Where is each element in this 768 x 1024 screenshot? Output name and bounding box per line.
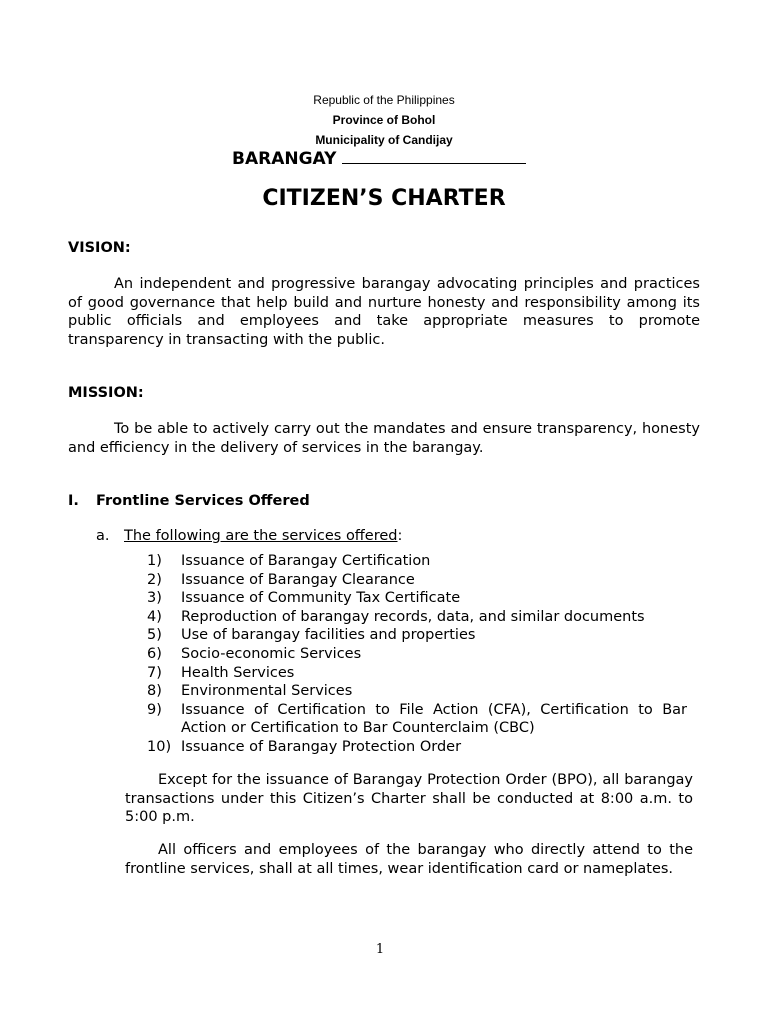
section-heading [68,492,310,510]
list-item-number: 8) [147,683,162,700]
barangay-name-blank [342,146,526,164]
list-item [147,645,687,664]
list-item-number: 2) [147,571,162,588]
list-item-number: 1) [147,553,162,569]
list-item [147,552,687,571]
list-item [147,608,687,627]
header-province: Province of Bohol [332,113,436,127]
list-item [147,626,687,645]
list-item-number: 5) [147,627,162,644]
list-item-number: 10) [147,738,172,755]
barangay-label: BARANGAY [232,149,337,169]
header-municipality: Municipality of Candijay [315,133,453,147]
list-item-number: 7) [147,664,162,681]
subsection-suffix: : [397,528,403,544]
office-hours-note: Except for the issuance of Barangay Protection Order (BPO), all barangay transactions under this Citizen’s Charter shall be conducted at 8:00 a.m. to 5:00 p.m. [125,772,693,825]
subsection-letter: a. [96,528,110,544]
identification-note: All officers and employees of the barangay who directly attend to the frontline services, shall at all times, wear identification card or nameplates. [125,842,693,877]
section-title: Frontline Services Offered [96,493,310,509]
services-list [147,552,687,757]
page-title: CITIZEN’S CHARTER [262,186,506,211]
list-item-text: Use of barangay facilities and properties [181,627,476,644]
subsection-heading [96,527,402,545]
mission-label: MISSION: [68,385,144,401]
list-item-number: 4) [147,608,162,625]
list-item-text: Health Services [181,664,295,681]
vision-label: VISION: [68,240,131,256]
mission-text: To be able to actively carry out the mandates and ensure transparency, honesty and efficiency in the delivery of services in the barangay. [68,421,700,456]
list-item-text: Issuance of Community Tax Certificate [181,590,461,607]
section-number: I. [68,493,79,509]
list-item-text: Issuance of Barangay Protection Order [181,738,462,755]
header-republic: Republic of the Philippines [313,93,455,107]
list-item-text: Issuance of Barangay Certification [181,553,431,569]
list-item-text: Socio-economic Services [181,645,362,662]
barangay-line [232,146,526,170]
list-item [147,738,687,757]
list-item-text: Issuance of Certification to File Action (CFA), Certification to Bar Action or Certification to Bar Counterclaim (CBC) [181,701,687,737]
list-item [147,571,687,590]
list-item-number: 9) [147,701,162,718]
list-item [147,682,687,701]
vision-text: An independent and progressive barangay advocating principles and practices of good governance that help build and nurture honesty and responsibility among its public officials and employees and take appropriate measures to promote transparency in transacting with the public. [68,276,700,348]
list-item [147,589,687,608]
list-item-number: 6) [147,645,162,662]
list-item-text: Environmental Services [181,683,353,700]
list-item-text: Reproduction of barangay records, data, and similar documents [181,608,645,625]
page-number: 1 [375,942,385,957]
list-item-number: 3) [147,590,162,607]
list-item-text: Issuance of Barangay Clearance [181,571,415,588]
subsection-title: The following are the services offered [124,528,398,544]
list-item [147,664,687,683]
list-item [147,701,687,738]
